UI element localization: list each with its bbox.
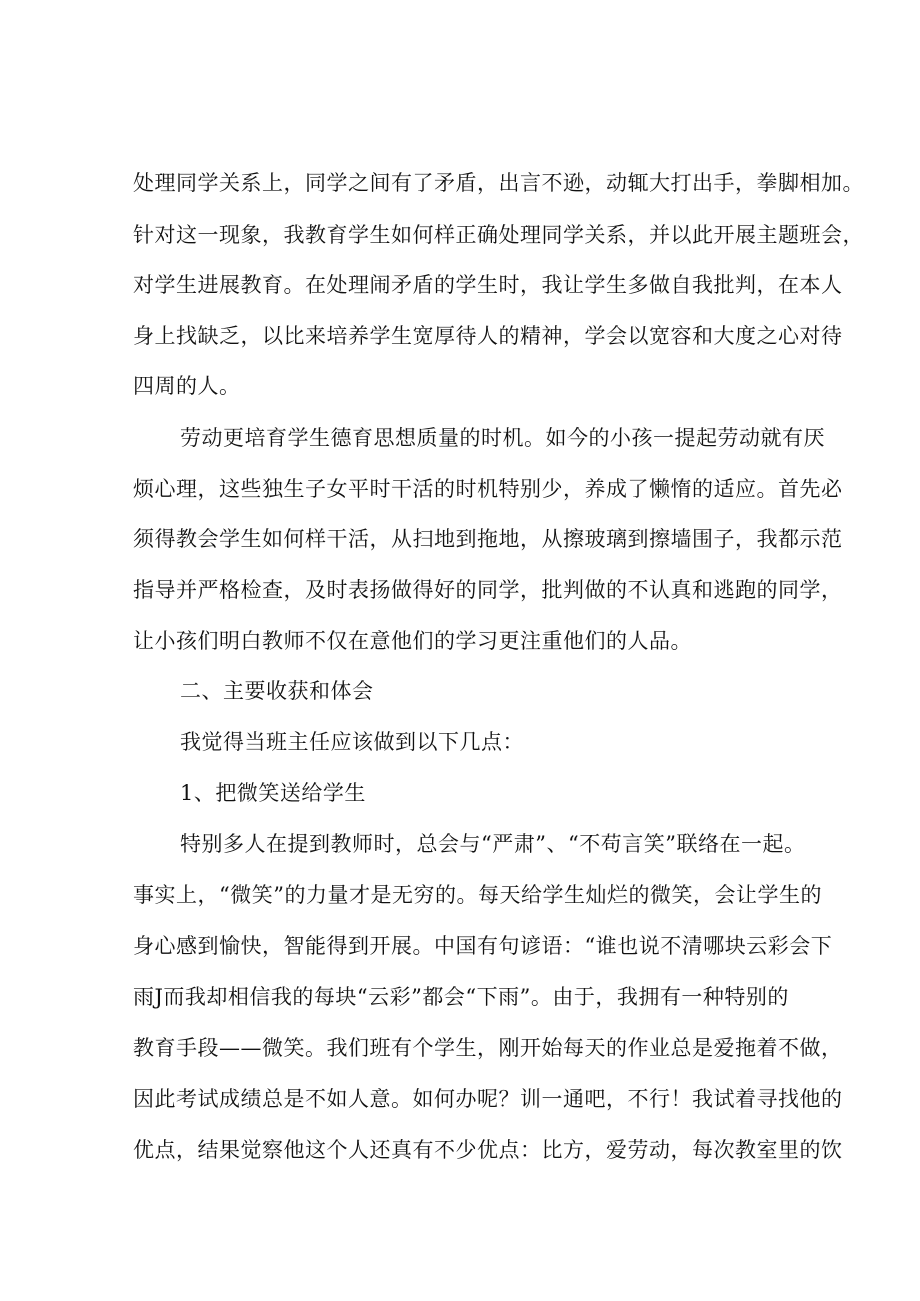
text-line: 教育手段——微笑。我们班有个学生，刚开始每天的作业总是爱拖着不做，	[133, 1036, 843, 1060]
text-line: 因此考试成绩总是不如人意。如何办呢？训一通吧，不行！我试着寻找他的	[133, 1087, 843, 1111]
text-line: 身上找缺乏，以比来培养学生宽厚待人的精神，学会以宽容和大度之心对待	[133, 324, 843, 348]
text-line: 我觉得当班主任应该做到以下几点：	[180, 730, 524, 754]
text-line: 让小孩们明白教师不仅在意他们的学习更注重他们的人品。	[133, 629, 692, 653]
text-line: 优点，结果觉察他这个人还真有不少优点：比方，爱劳动，每次教室里的饮	[133, 1138, 843, 1162]
section-heading: 二、主要收获和体会	[180, 679, 374, 703]
text-line: 劳动更培育学生德育思想质量的时机。如今的小孩一提起劳动就有厌	[180, 426, 825, 450]
text-line: 指导并严格检查，及时表扬做得好的同学，批判做的不认真和逃跑的同学，	[133, 578, 843, 602]
subsection-heading: 1、把微笑送给学生	[180, 781, 366, 805]
text-line: 身心感到愉快，智能得到开展。中国有句谚语：“谁也说不清哪块云彩会下	[133, 934, 833, 958]
text-line: 须得教会学生如何样干活，从扫地到拖地，从擦玻璃到擦墙围子，我都示范	[133, 527, 843, 551]
text-line: 针对这一现象，我教育学生如何样正确处理同学关系，并以此开展主题班会，	[133, 223, 864, 247]
text-line: 事实上，“微笑”的力量才是无穷的。每天给学生灿烂的微笑，会让学生的	[133, 883, 822, 907]
text-line: 四周的人。	[133, 374, 241, 398]
text-line: 对学生进展教育。在处理闹矛盾的学生时，我让学生多做自我批判，在本人	[133, 273, 843, 297]
text-line: 处理同学关系上，同学之间有了矛盾，出言不逊，动辄大打出手，拳脚相加。	[133, 171, 864, 195]
text-line: 雨J而我却相信我的每块“云彩”都会“下雨”。由于，我拥有一种特别的	[133, 985, 789, 1009]
text-line: 特别多人在提到教师时，总会与“严肃”、“不苟言笑”联络在一起。	[180, 832, 806, 856]
text-line: 烦心理，这些独生子女平时干活的时机特别少，养成了懒惰的适应。首先必	[133, 477, 843, 501]
